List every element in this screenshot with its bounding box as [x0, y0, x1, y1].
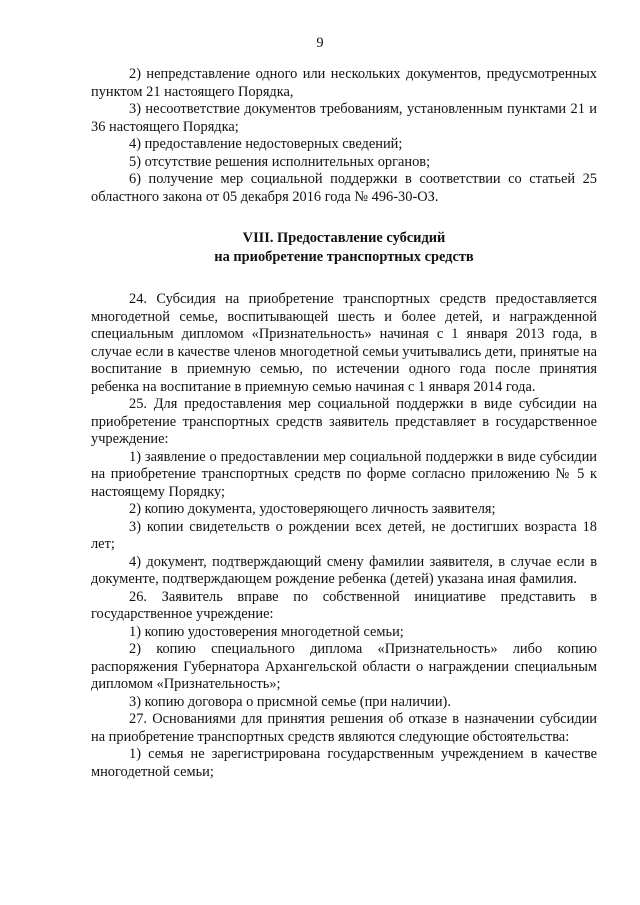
- paragraph-27-item-1: 1) семья не зарегистрирована государственным учреждением в качестве многодетной семьи;: [91, 746, 597, 780]
- paragraph-26-item-2: 2) копию специального диплома «Признательность» либо копию распоряжения Губернатора Архангельской области о награждении специальным дипломом «Признательность»;: [91, 641, 597, 692]
- paragraph-24: 24. Субсидия на приобретение транспортных средств предоставляется многодетной семье, воспитывающей шесть и более детей, и награжденной специальным дипломом «Признательность» начиная с 1 января 2013 года, в случае если в качестве членов многодетной семьи учитывались дети, принятые на воспитание в приемную семью, по истечении одного года после принятия ребенка на воспитание в приемную семью начиная с 1 января 2014 года.: [91, 291, 597, 395]
- paragraph-26-item-3: 3) копию договора о присмной семье (при наличии).: [129, 693, 451, 710]
- page-number: 9: [316, 35, 324, 51]
- section-heading-line-1: VIII. Предоставление субсидий: [242, 230, 446, 246]
- list-item-4: 4) предоставление недостоверных сведений;: [129, 136, 403, 152]
- section-heading-line-2: на приобретение транспортных средств: [214, 249, 474, 265]
- paragraph-25-item-4: 4) документ, подтверждающий смену фамилии заявителя, в случае если в документе, подтверждающем рождение ребенка (детей) указана иная фамилия.: [91, 553, 597, 587]
- paragraph-26: 26. Заявитель вправе по собственной инициативе представить в государственное учреждение:: [91, 588, 597, 622]
- section-heading: [91, 229, 597, 267]
- paragraph-25-item-1: 1) заявление о предоставлении мер социальной поддержки в виде субсидии на приобретение транспортных средств по форме согласно приложению № 5 к настоящему Порядку;: [91, 448, 597, 500]
- list-item-6: 6) получение мер социальной поддержки в соответствии со статьей 25 областного закона от 05 декабря 2016 года № 496-30-ОЗ.: [91, 171, 597, 205]
- paragraph-25: 25. Для предоставления мер социальной поддержки в виде субсидии на приобретение транспортных средств заявитель представляет в государственное учреждение:: [91, 396, 597, 447]
- document-body: [91, 66, 597, 781]
- paragraph-25-item-2: 2) копию документа, удостоверяющего личность заявителя;: [129, 501, 496, 517]
- paragraph-25-item-3: 3) копии свидетельств о рождении всех детей, не достигших возраста 18 лет;: [91, 518, 597, 552]
- paragraph-26-item-1: 1) копию удостоверения многодетной семьи;: [129, 623, 404, 640]
- list-item-5: 5) отсутствие решения исполнительных органов;: [129, 153, 431, 170]
- list-item-2: 2) непредставление одного или нескольких документов, предусмотренных пунктом 21 настоящего Порядка,: [91, 66, 597, 100]
- paragraph-27: 27. Основаниями для принятия решения об отказе в назначении субсидии на приобретение транспортных средств являются следующие обстоятельства:: [91, 711, 597, 745]
- list-item-3: 3) несоответствие документов требованиям, установленным пунктами 21 и 36 настоящего Порядка;: [91, 101, 597, 135]
